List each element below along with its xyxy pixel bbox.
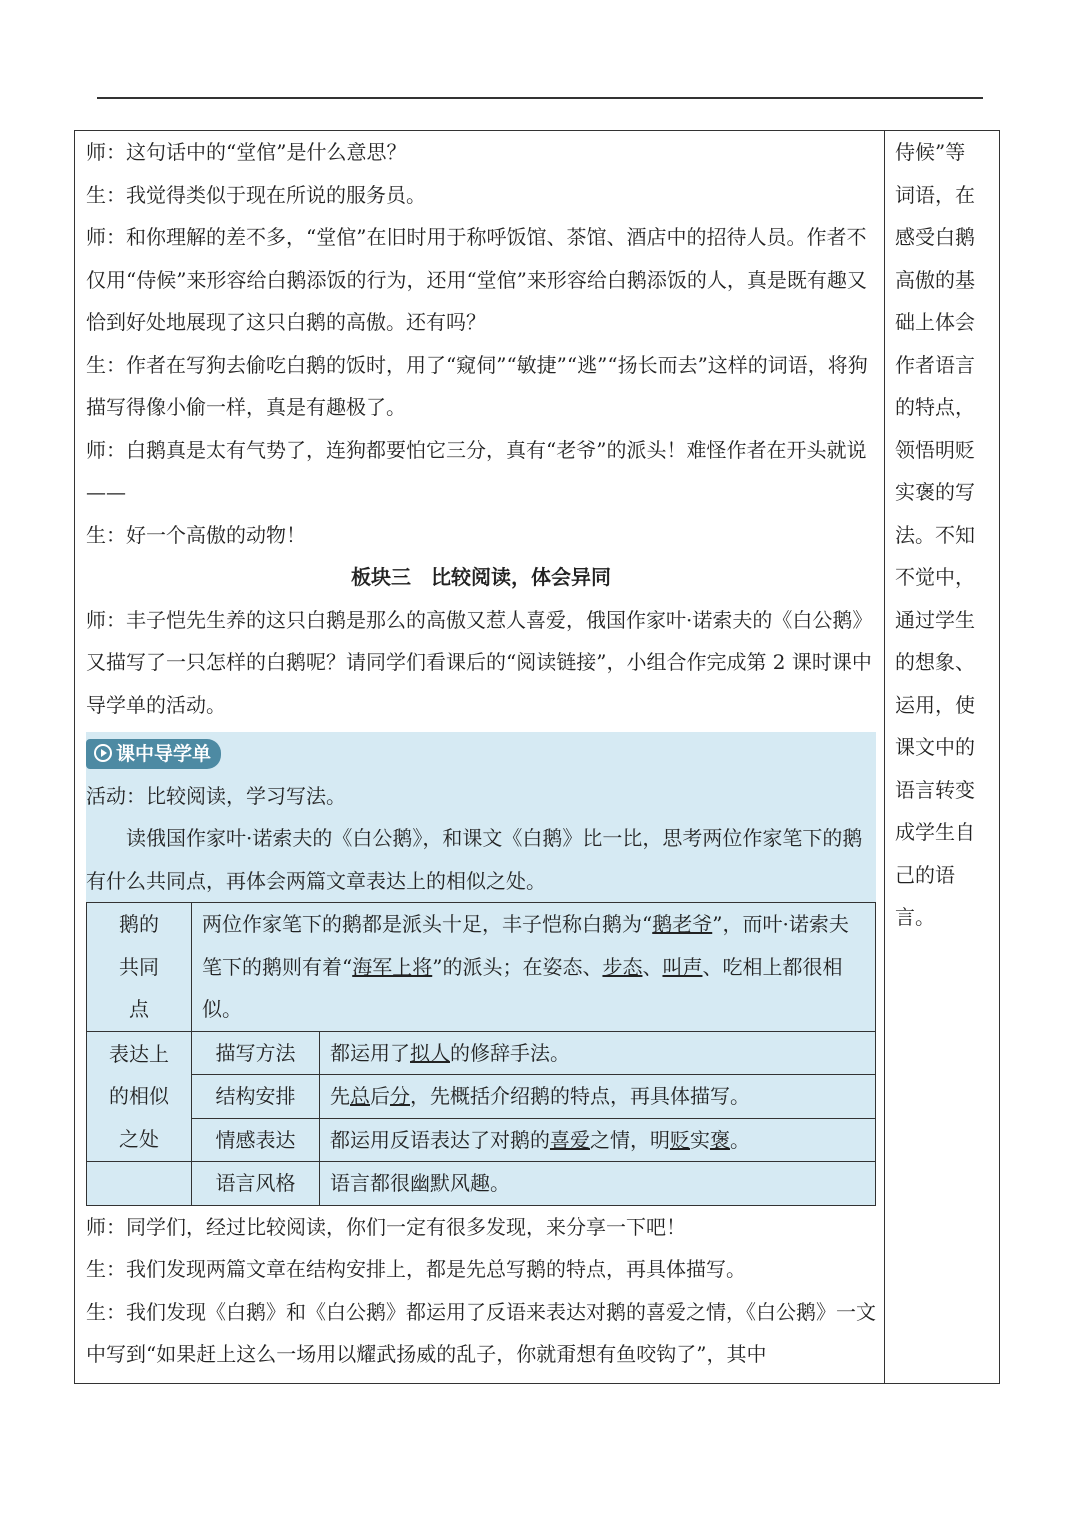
guide-badge: [86, 739, 221, 769]
guide-box: [86, 732, 876, 1206]
teaching-note: 侍候”等 词语，在 感受白鹅 高傲的基 础上体会 作者语言 的特点， 领悟明贬 实褒的写 法。不知 不觉中， 通过学生 的想象、 运用，使 课文中的 语言转变 成学生自 己的语 言。: [895, 140, 975, 929]
text-run: 先: [330, 1084, 350, 1108]
common-label: 鹅的共同点: [119, 912, 159, 1021]
common-label-cell: [87, 903, 192, 1032]
similar-label-cell: [87, 1031, 192, 1162]
dialogue-line: 生：我们发现两篇文章在结构安排上，都是先总写鹅的特点，再具体描写。: [86, 1257, 746, 1281]
empty-cell: [87, 1162, 192, 1206]
dialogue-line: 师：同学们，经过比较阅读，你们一定有很多发现，来分享一下吧！: [86, 1214, 686, 1239]
underlined-term: 喜爱: [550, 1127, 590, 1152]
text-run: 实: [690, 1127, 710, 1152]
row-value: [320, 1075, 876, 1119]
dialogue-line: 生：我们发现《白鹅》和《白公鹅》都运用了反语来表达对鹅的喜爱之情，《白公鹅》一文中写到“如果赶上这么一场用以耀武扬威的乱子，你就甭想有鱼咬钩了”，其中: [86, 1299, 876, 1366]
dialogue-line: 生：好一个高傲的动物！: [86, 522, 306, 547]
text-run: 两位作家笔下的鹅都是派头十足，丰子恺称白鹅为“: [202, 912, 653, 936]
common-value-cell: [192, 903, 876, 1032]
text-run: ”，而叶·诺索夫笔下的鹅则有着“: [202, 912, 849, 979]
play-circle-icon: [94, 744, 112, 762]
text-run: ”的派头；在姿态、: [432, 954, 603, 979]
underlined-term: 叫声: [662, 954, 703, 979]
underlined-term: 步态: [602, 954, 643, 979]
table-row: [87, 1162, 876, 1206]
text-run: 、: [642, 954, 663, 979]
text-run: ，先概括介绍鹅的特点，再具体描写。: [410, 1084, 750, 1108]
column-divider: [884, 130, 885, 1384]
underlined-term: 拟人: [410, 1040, 450, 1065]
similar-label: 表达上的相似之处: [109, 1041, 169, 1151]
header-rule: [97, 97, 983, 99]
text-run: 后: [370, 1084, 390, 1108]
text-run: 的修辞手法。: [450, 1040, 570, 1065]
dialogue-line: 师：丰子恺先生养的这只白鹅是那么的高傲又惹人喜爱，俄国作家叶·诺索夫的《白公鹅》又描写了一只怎样的白鹅呢？请同学们看课后的“阅读链接”，小组合作完成第 2 课时课中导学单的活动。: [86, 607, 873, 717]
table-row: [87, 903, 876, 1032]
row-label: 描写方法: [192, 1031, 320, 1075]
underlined-term: 总: [350, 1084, 370, 1108]
text-run: 之情，明: [590, 1127, 670, 1152]
section-heading: 板块三 比较阅读，体会异同: [351, 565, 611, 589]
row-label: 结构安排: [192, 1075, 320, 1119]
guide-instruction: 读俄国作家叶·诺索夫的《白公鹅》，和课文《白鹅》比一比，思考两位作家笔下的鹅有什么共同点，再体会两篇文章表达上的相似之处。: [86, 826, 863, 893]
underlined-term: 海军上将: [352, 954, 433, 979]
teaching-note-column: [895, 131, 991, 939]
row-value: [320, 1118, 876, 1162]
table-row: [87, 1075, 876, 1119]
row-label: 语言风格: [192, 1162, 320, 1206]
guide-activity: 活动：比较阅读，学习写法。: [86, 783, 346, 808]
dialogue-line: 师：和你理解的差不多，“堂倌”在旧时用于称呼饭馆、茶馆、酒店中的招待人员。作者不仅用“侍候”来形容给白鹅添饭的行为，还用“堂倌”来形容给白鹅添饭的人，真是既有趣又恰到好处地展现了这只白鹅的高傲。还有吗？: [86, 225, 867, 334]
text-run: 、吃相上都很相似。: [202, 954, 843, 1021]
underlined-term: 分: [390, 1084, 410, 1108]
dialogue-line: 生：我觉得类似于现在所说的服务员。: [86, 182, 426, 207]
text-run: 都运用反语表达了对鹅的: [330, 1127, 550, 1152]
dialogue-line: 师：白鹅真是太有气势了，连狗都要怕它三分，真有“老爷”的派头！难怪作者在开头就说——: [86, 437, 867, 504]
comparison-table: [86, 902, 876, 1206]
guide-badge-label: 课中导学单: [116, 743, 212, 765]
underlined-term: 贬: [670, 1127, 690, 1152]
dialogue-line: 师：这句话中的“堂倌”是什么意思？: [86, 140, 407, 164]
text-run: 。: [730, 1127, 750, 1152]
dialogue-line: 生：作者在写狗去偷吃白鹅的饭时，用了“窥伺”“敏捷”“逃”“扬长而去”这样的词语，将狗描写得像小偷一样，真是有趣极了。: [86, 352, 868, 419]
row-value: 语言都很幽默风趣。: [320, 1162, 876, 1206]
row-label: 情感表达: [192, 1118, 320, 1162]
main-column: [86, 131, 876, 1376]
text-run: 都运用了: [330, 1040, 410, 1065]
row-value: [320, 1031, 876, 1075]
underlined-term: 褒: [710, 1127, 730, 1152]
underlined-term: 鹅老爷: [652, 912, 713, 936]
table-row: [87, 1031, 876, 1075]
table-row: [87, 1118, 876, 1162]
